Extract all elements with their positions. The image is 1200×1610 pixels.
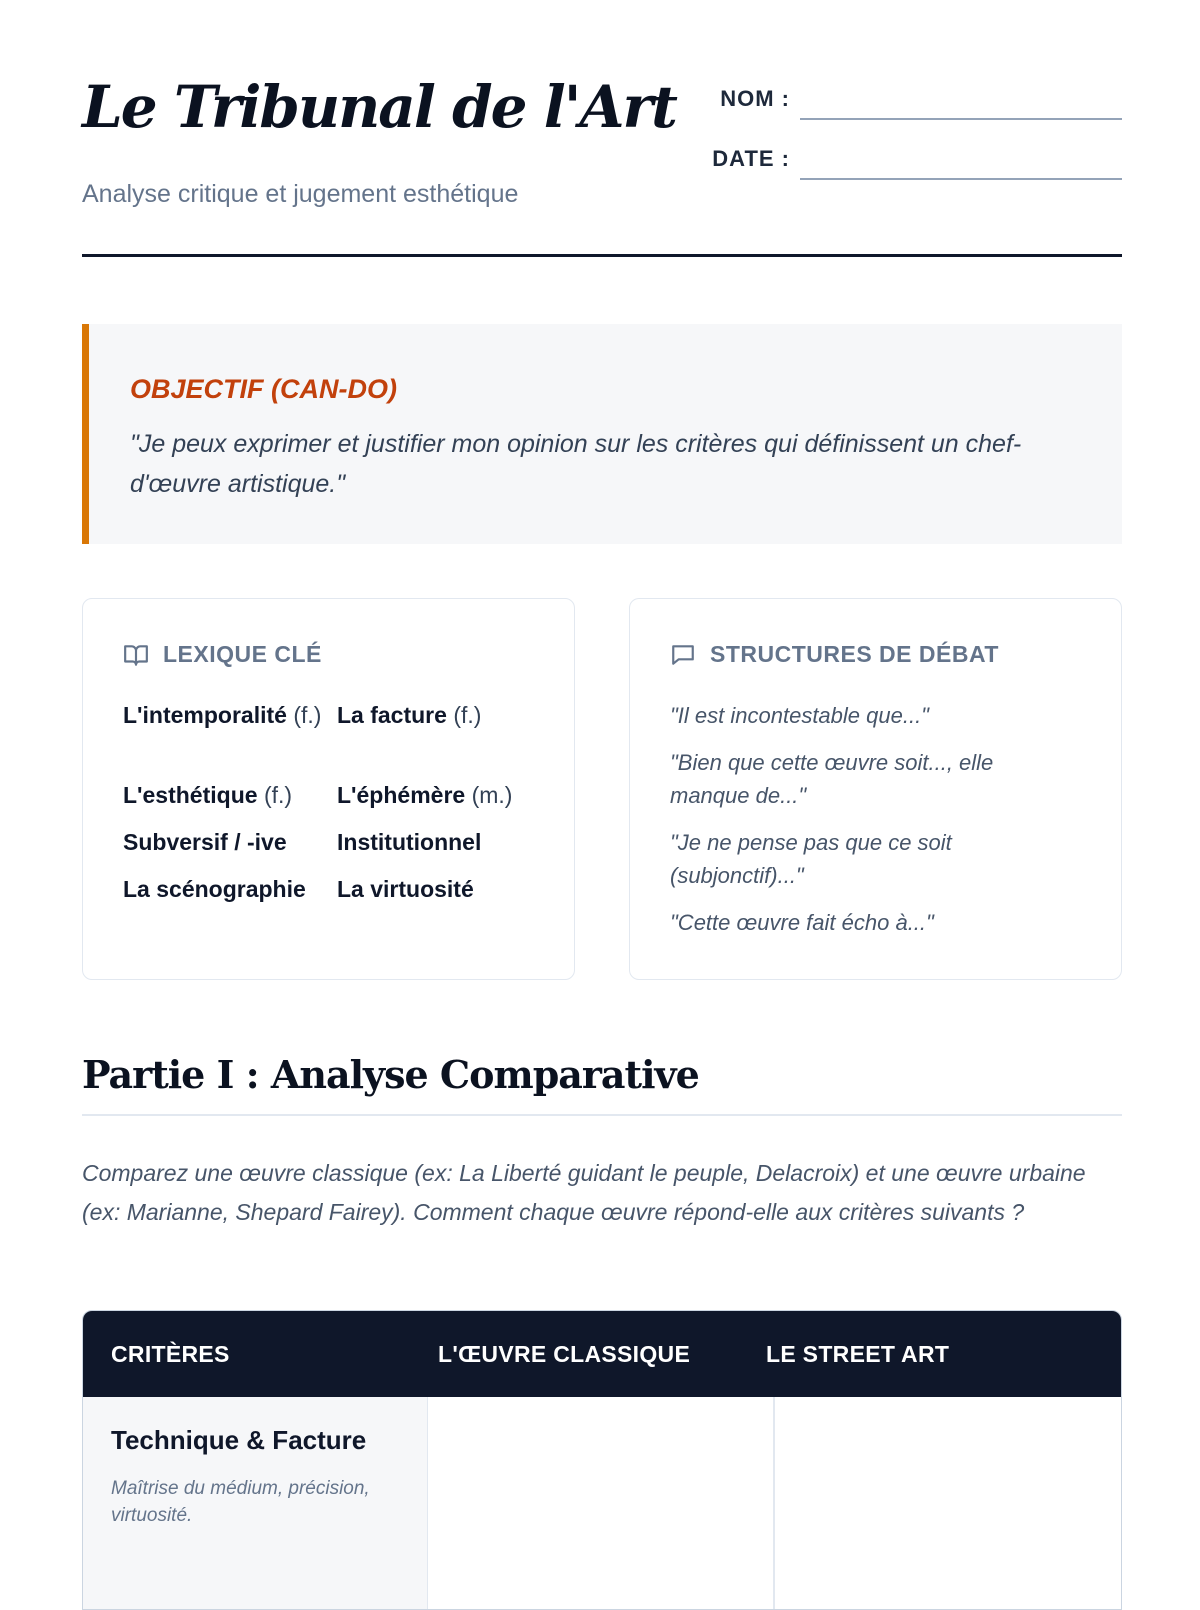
page-subtitle: Analyse critique et jugement esthétique [82,180,519,208]
table-header [83,1311,1122,1397]
comparison-table [82,1310,1122,1610]
criterion-name: Technique & Facture [111,1425,367,1455]
column-header-street-art: LE STREET ART [766,1341,950,1367]
date-field[interactable] [800,178,1122,180]
section-divider [82,1114,1122,1116]
debate-card [629,598,1122,980]
lexicon-title: LEXIQUE CLÉ [163,641,322,667]
lexicon-item [337,699,557,732]
worksheet-page [82,0,1122,1600]
lexicon-item [337,826,557,859]
section-title: Partie I : Analyse Comparative [82,1052,699,1097]
column-header-criteria: CRITÈRES [111,1341,230,1367]
lexicon-gender: (m.) [471,782,513,808]
lexicon-gender: (f.) [293,702,322,728]
section-instructions: Comparez une œuvre classique (ex: La Liberté guidant le peuple, Delacroix) et une œuvre urbaine (ex: Marianne, Shepard Fairey). Comment chaque œuvre répond-elle aux critères suivants ? [82,1160,1086,1225]
lexicon-word: Subversif / -ive [123,829,287,855]
lexicon-item [337,873,557,906]
lexicon-item [123,699,323,732]
column-header-classic: L'ŒUVRE CLASSIQUE [438,1341,691,1367]
book-icon [123,642,149,668]
lexicon-word: La scénographie [123,876,306,902]
lexicon-word: La virtuosité [337,876,474,902]
objective-box [82,324,1122,544]
lexicon-word: L'esthétique [123,782,258,808]
lexicon-item [337,779,557,812]
name-label: NOM : [720,86,790,111]
debate-phrase: "Cette œuvre fait écho à..." [670,910,934,935]
lexicon-card [82,598,575,980]
debate-phrase: "Bien que cette œuvre soit..., elle manque de..." [670,750,994,808]
debate-phrase: "Il est incontestable que..." [670,703,929,728]
criterion-description: Maîtrise du médium, précision, virtuosité. [111,1478,370,1526]
lexicon-item [123,779,323,812]
name-field[interactable] [800,118,1122,120]
header [82,0,1122,256]
lexicon-gender: (f.) [453,702,482,728]
lexicon-word: L'éphémère [337,782,466,808]
answer-cell-street-art[interactable] [775,1397,1121,1610]
date-label: DATE : [712,146,790,171]
header-divider [82,254,1122,257]
page-title: Le Tribunal de l'Art [82,73,676,141]
lexicon-gender: (f.) [263,782,293,808]
lexicon-item [123,873,323,906]
objective-text: "Je peux exprimer et justifier mon opinion sur les critères qui définissent un chef-d'œuvre artistique." [130,430,1022,498]
lexicon-card-header [123,641,322,668]
debate-phrase: "Je ne pense pas que ce soit (subjonctif)..." [670,830,952,888]
objective-label: OBJECTIF (CAN-DO) [130,374,397,404]
lexicon-word: L'intemporalité [123,702,287,728]
lexicon-word: Institutionnel [337,829,482,855]
table-row-criterion [83,1397,428,1610]
lexicon-item [123,826,323,859]
debate-title: STRUCTURES DE DÉBAT [710,641,999,667]
lexicon-word: La facture [337,702,447,728]
answer-cell-classic[interactable] [429,1397,773,1610]
chat-bubble-icon [670,642,696,668]
debate-card-header [670,641,999,668]
